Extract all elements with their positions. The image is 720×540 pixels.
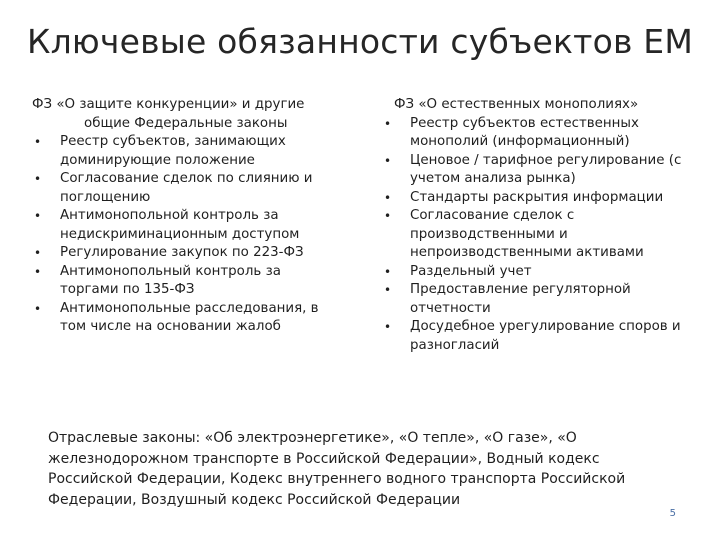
list-item-text: Реестр субъектов естественных монополий (информационный) — [410, 115, 639, 149]
bullet-icon: • — [34, 135, 42, 149]
list-item-text: Реестр субъектов, занимающих доминирующие положение — [60, 134, 286, 168]
bullet-icon: • — [384, 153, 392, 168]
bullet-icon: • — [384, 320, 392, 334]
list-item — [32, 244, 340, 263]
bullet-icon: • — [34, 301, 42, 316]
list-item — [382, 115, 702, 152]
list-item — [382, 318, 702, 355]
bullet-icon: • — [384, 209, 392, 223]
list-item-text: Досудебное урегулирование споров и разногласий — [410, 319, 681, 353]
slide-title: Ключевые обязанности субъектов ЕМ — [26, 22, 694, 61]
list-item-text: Стандарты раскрытия информации — [410, 189, 664, 205]
bullet-icon: • — [384, 283, 392, 297]
bullet-icon: • — [34, 246, 42, 260]
bullet-icon: • — [384, 264, 392, 279]
left-heading-line2: общие Федеральные законы — [84, 115, 288, 131]
list-item — [382, 281, 702, 318]
left-heading-line1: ФЗ «О защите конкуренции» и другие — [32, 97, 305, 112]
list-item — [32, 263, 340, 300]
list-item-text: Антимонопольный контроль за торгами по 135-ФЗ — [60, 263, 281, 297]
list-item-text: Ценовое / тарифное регулирование (с учетом анализа рынка) — [410, 152, 682, 186]
page-number: 5 — [669, 508, 676, 519]
list-item — [382, 152, 702, 189]
bullet-icon: • — [384, 116, 392, 131]
list-item-text: Антимонопольные расследования, в том числе на основании жалоб — [60, 300, 319, 334]
list-item-text: Раздельный учет — [410, 263, 532, 279]
list-item — [382, 207, 702, 263]
left-column-heading — [32, 96, 340, 133]
sector-laws-note: Отраслевые законы: «Об электроэнергетике», «О тепле», «О газе», «О железнодорожном транспорте в Российской Федерации», Водный кодекс Российской Федерации, Кодекс внутреннего водного транспорта Российской Федерации, Воздушный кодекс Российской Федерации — [48, 430, 626, 508]
list-item — [382, 263, 702, 282]
list-item-text: Антимонопольной контроль за недискриминационным доступом — [60, 208, 300, 242]
left-column — [32, 96, 340, 337]
bullet-icon: • — [34, 209, 42, 223]
bullet-icon: • — [34, 264, 42, 279]
list-item — [382, 189, 702, 208]
right-column-heading: ФЗ «О естественных монополиях» — [394, 97, 639, 112]
list-item — [32, 300, 340, 337]
list-item — [32, 133, 340, 170]
list-item-text: Согласование сделок по слиянию и поглощению — [60, 171, 313, 205]
list-item — [32, 170, 340, 207]
left-bullet-list — [32, 133, 340, 337]
bullet-icon: • — [34, 172, 42, 186]
list-item-text: Согласование сделок с производственными и непроизводственными активами — [410, 208, 644, 260]
right-bullet-list — [382, 115, 702, 356]
list-item-text: Регулирование закупок по 223-ФЗ — [60, 245, 304, 260]
bullet-icon: • — [384, 190, 392, 205]
list-item-text: Предоставление регуляторной отчетности — [410, 282, 631, 316]
list-item — [32, 207, 340, 244]
right-column — [382, 96, 702, 355]
